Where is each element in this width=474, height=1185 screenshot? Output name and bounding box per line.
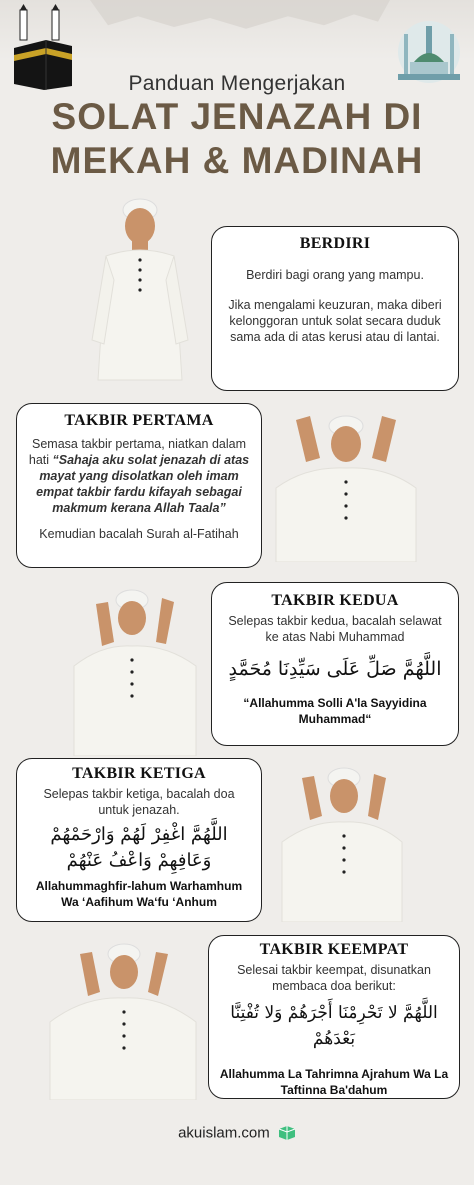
step-text: Selepas takbir kedua, bacalah selawat ke atas Nabi Muhammad (228, 614, 442, 644)
step-title: TAKBIR PERTAMA (64, 412, 214, 429)
page-title-line2: MEKAH & MADINAH (50, 140, 424, 181)
step-card-takbir-kedua (211, 582, 459, 746)
page-title-line1: SOLAT JENAZAH DI (51, 96, 423, 137)
person-takbir-illustration-3 (272, 762, 410, 922)
step-title: BERDIRI (299, 235, 371, 252)
step-intro: Semasa takbir pertama, niatkan dalam hati (28, 437, 246, 467)
arabic-prayer: اللَّهُمَّ صَلِّ عَلَى سَيِّدِنَا مُحَمَّدٍ (228, 658, 442, 680)
step-card-takbir-ketiga (16, 758, 262, 922)
person-takbir-illustration-4 (44, 940, 202, 1100)
step-text: Kemudian bacalah Surah al-Fatihah (39, 527, 239, 541)
person-standing-illustration (84, 190, 196, 386)
step-title: TAKBIR KEDUA (271, 592, 399, 609)
step-text: Jika mengalami keuzuran, maka diberi kelonggoran untuk solat secara duduk sama ada di atas kerusi atau di lantai. (228, 298, 442, 344)
step-text: Selesai takbir keempat, disunatkan membaca doa berikut: (237, 963, 431, 993)
step-text (27, 436, 251, 516)
step-title: TAKBIR KETIGA (72, 765, 206, 782)
step-card-takbir-pertama (16, 403, 262, 568)
page-subtitle: Panduan Mengerjakan (128, 72, 346, 95)
niat-text: “Sahaja aku solat jenazah di atas mayat yang disolatkan oleh imam empat takbir fardu kifayah sebagai makmum kerana Allah Taala” (36, 453, 250, 515)
arabic-prayer: اللَّهُمَّ لا تَحْرِمْنَا أَجْرَهُمْ وَلا تُفْتِنَّا بَعْدَهُمْ (230, 1003, 438, 1049)
latin-prayer: Allahumma La Tahrimna Ajrahum Wa La Taftinna Ba'dahum (219, 1067, 449, 1097)
brand-link[interactable]: akuislam.com (178, 1124, 270, 1142)
arabic-prayer: اللَّهُمَّ اغْفِرْ لَهُمْ وَارْحَمْهُمْ وَعَافِهِمْ وَاعْفُ عَنْهُمْ (50, 824, 228, 871)
person-takbir-illustration-2 (66, 584, 204, 756)
footer (0, 1124, 474, 1142)
step-text: Berdiri bagi orang yang mampu. (246, 268, 424, 282)
step-card-takbir-keempat (208, 935, 460, 1099)
person-takbir-illustration-1 (266, 402, 426, 562)
step-title: TAKBIR KEEMPAT (259, 941, 409, 958)
akuislam-logo-icon (278, 1126, 296, 1140)
latin-prayer: “Allahumma Solli A'la Sayyidina Muhammad“ (243, 696, 427, 726)
step-card-berdiri (211, 226, 459, 391)
latin-prayer: Allahummaghfir-lahum Warhamhum Wa ‘Aafihum Wa‘fu ‘Anhum (35, 879, 243, 909)
step-text: Selepas takbir ketiga, bacalah doa untuk jenazah. (43, 787, 235, 817)
